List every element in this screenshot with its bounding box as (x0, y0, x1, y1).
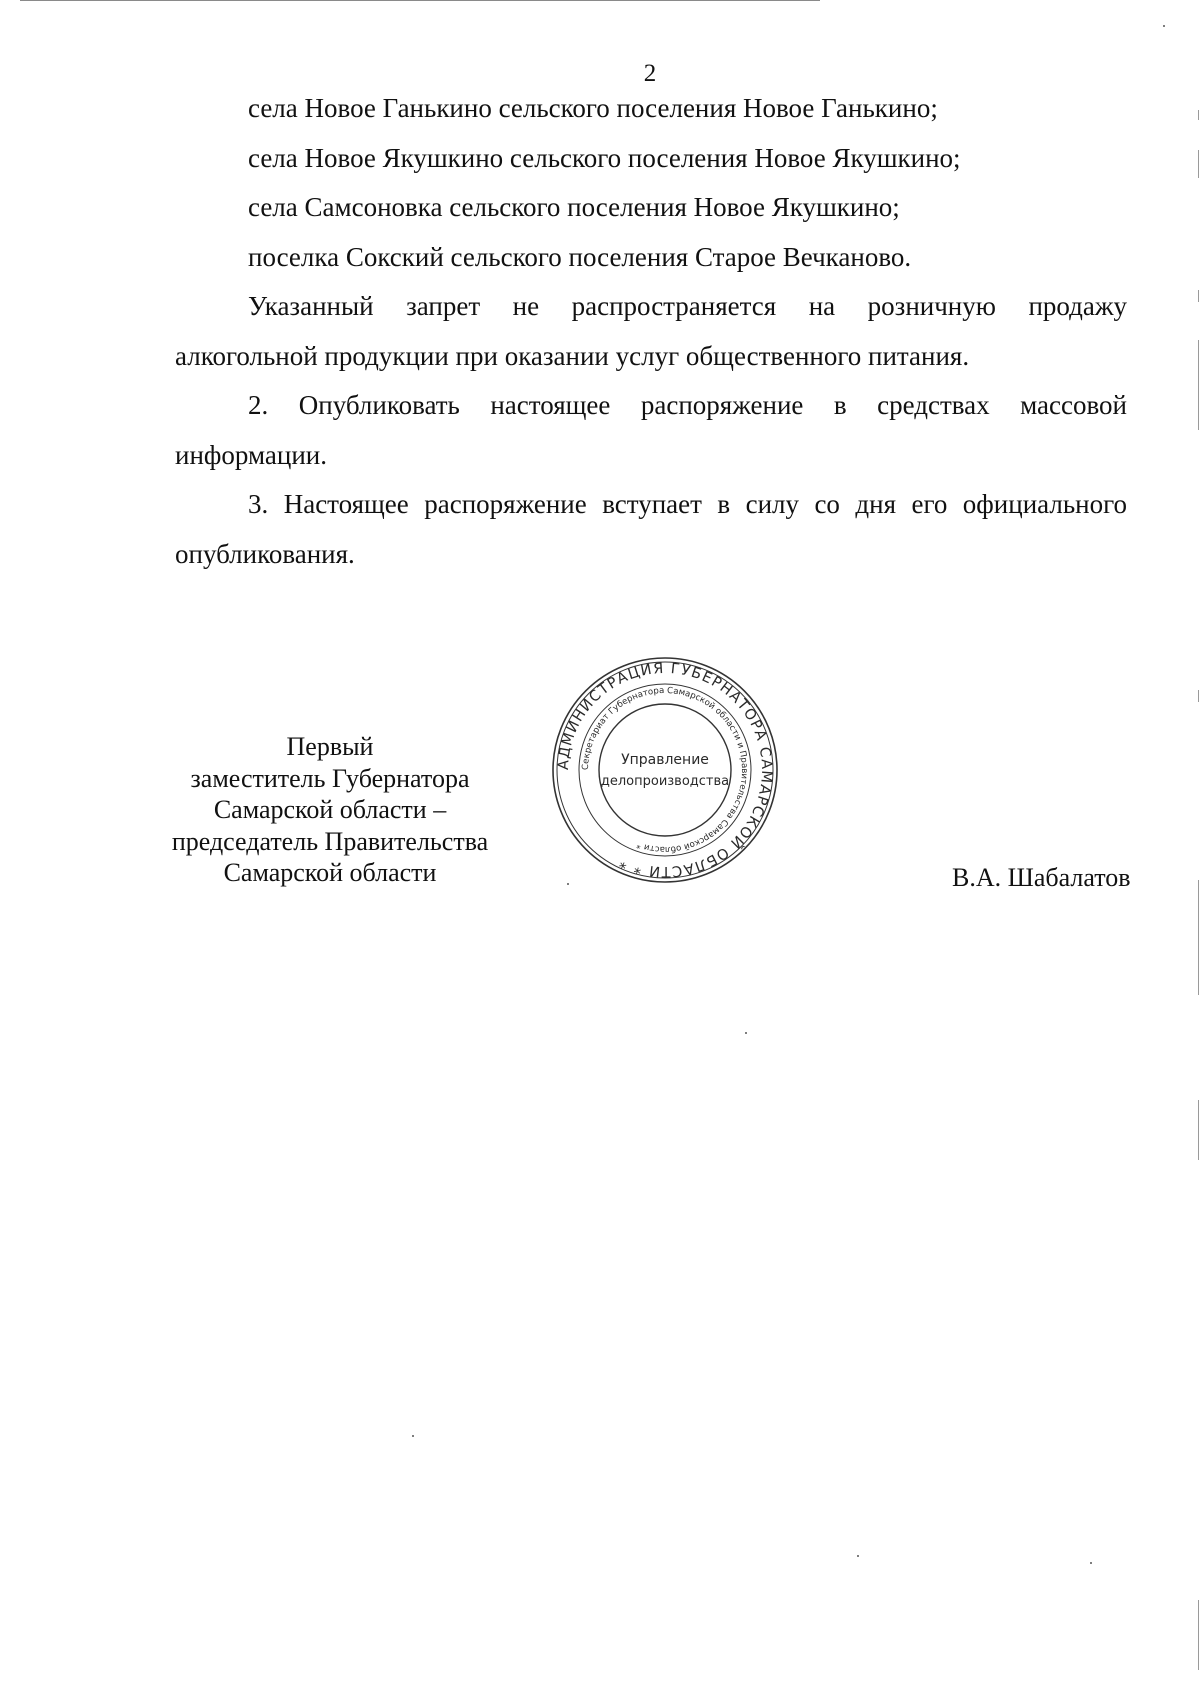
paragraph-exemption-line-2: алкогольной продукции при оказании услуг общественного питания. (175, 340, 970, 371)
paragraph-publish-line-2: информации. (175, 439, 327, 470)
scan-speck (1090, 1562, 1092, 1564)
seal-inner-ring (599, 704, 731, 836)
scan-speck (857, 1555, 859, 1557)
position-line: Первый (286, 732, 374, 761)
paragraph-effect (175, 480, 1127, 579)
scan-speck (745, 1032, 747, 1034)
position-line: председатель Правительства (171, 826, 489, 856)
seal-center-line-1: Управление (621, 752, 709, 768)
scan-speck (1163, 25, 1165, 27)
official-seal-stamp (550, 655, 780, 885)
list-line-novoe-gankino: села Новое Ганькино сельского поселения Новое Ганькино; (248, 93, 938, 123)
seal-middle-ring (579, 684, 751, 856)
scan-edge-mark (1198, 150, 1199, 178)
page-number: 2 (643, 60, 657, 87)
scan-edge-mark (1198, 290, 1199, 302)
paragraph-publish (175, 381, 1127, 480)
seal-outer-text: АДМИНИСТРАЦИЯ ГУБЕРНАТОРА САМАРСКОЙ ОБЛАСТИ * * (555, 660, 775, 880)
paragraph-exemption (175, 282, 1127, 381)
paragraph-effect-line-2: опубликования. (175, 538, 355, 569)
list-line-samsonovka: села Самсоновка сельского поселения Новое Якушкино; (248, 192, 900, 222)
seal-inner-text: Секретариат Губернатора Самарской области и Правительства Самарской области * (580, 685, 750, 855)
scan-top-rule (20, 0, 820, 2)
scan-edge-mark (1198, 110, 1199, 120)
position-line: Самарской области (223, 858, 437, 888)
scan-edge-mark (1198, 1100, 1199, 1160)
position-line: Самарской области – (213, 795, 447, 825)
scan-edge-mark (1198, 1600, 1199, 1670)
paragraph-exemption-line-1: Указанный запрет не распространяется на розничную продажу (248, 291, 1127, 321)
signatory-position (150, 731, 510, 889)
paragraph-publish-line-1: 2. Опубликовать настоящее распоряжение в средствах массовой (248, 390, 1127, 420)
position-line: заместитель Губернатора (190, 763, 470, 793)
scan-edge-mark (1198, 340, 1199, 430)
scan-speck (412, 1435, 414, 1437)
seal-center-line-2: делопроизводства (600, 774, 730, 789)
list-line-soksky: поселка Сокский сельского поселения Старое Вечканово. (248, 241, 912, 272)
signer-name: В.А. Шабалатов (952, 863, 1131, 892)
scan-speck (567, 883, 569, 885)
list-line-novoe-yakushkino: села Новое Якушкино сельского поселения Новое Якушкино; (248, 142, 961, 173)
document-body (175, 84, 1127, 579)
paragraph-effect-line-1: 3. Настоящее распоряжение вступает в силу со дня его официального (248, 489, 1127, 519)
seal-graphic (550, 655, 780, 885)
scan-edge-mark (1198, 690, 1199, 702)
scan-edge-mark (1198, 880, 1199, 995)
